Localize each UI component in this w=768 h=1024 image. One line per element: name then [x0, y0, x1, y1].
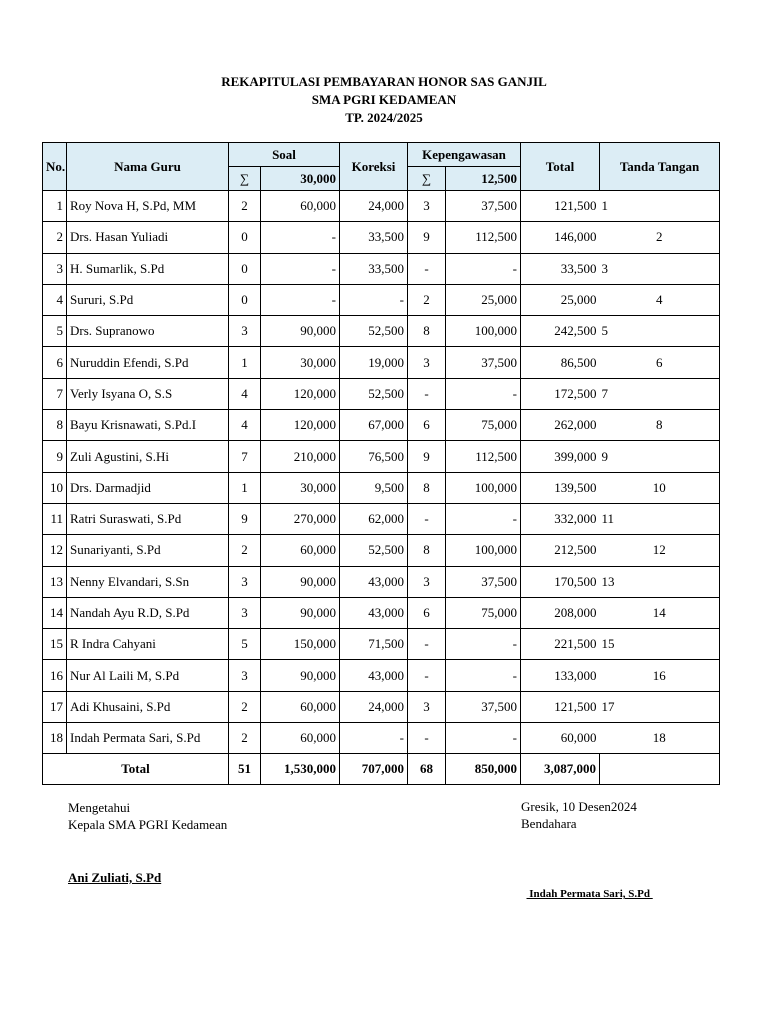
footer-right: [521, 798, 637, 832]
header-koreksi: Koreksi: [340, 143, 408, 191]
row-kep-count: 8: [408, 472, 446, 503]
row-nama-guru: Bayu Krisnawati, S.Pd.I: [67, 410, 229, 441]
row-no: 5: [43, 316, 67, 347]
row-soal-amount: -: [261, 222, 340, 253]
row-soal-count: 2: [229, 535, 261, 566]
row-total: 133,000: [521, 660, 600, 691]
row-kep-count: -: [408, 378, 446, 409]
row-tanda-tangan: 12: [600, 535, 720, 566]
totals-kep-amount: 850,000: [446, 754, 521, 785]
row-total: 332,000: [521, 503, 600, 534]
row-koreksi: 71,500: [340, 629, 408, 660]
header-total: Total: [521, 143, 600, 191]
row-kep-amount: 37,500: [446, 347, 521, 378]
row-no: 16: [43, 660, 67, 691]
row-koreksi: 76,500: [340, 441, 408, 472]
header-soal: Soal: [229, 143, 340, 167]
row-nama-guru: Ratri Suraswati, S.Pd: [67, 503, 229, 534]
row-tanda-tangan: 8: [600, 410, 720, 441]
header-kepengawasan: Kepengawasan: [408, 143, 521, 167]
row-koreksi: 43,000: [340, 597, 408, 628]
row-soal-amount: 90,000: [261, 597, 340, 628]
row-nama-guru: Adi Khusaini, S.Pd: [67, 691, 229, 722]
table-row: [43, 191, 720, 222]
row-kep-amount: -: [446, 660, 521, 691]
row-kep-count: 8: [408, 316, 446, 347]
row-soal-amount: 30,000: [261, 347, 340, 378]
row-no: 2: [43, 222, 67, 253]
row-kep-count: 6: [408, 597, 446, 628]
row-soal-count: 2: [229, 691, 261, 722]
row-tanda-tangan: 18: [600, 723, 720, 754]
row-kep-count: -: [408, 660, 446, 691]
row-total: 86,500: [521, 347, 600, 378]
row-soal-count: 0: [229, 253, 261, 284]
row-nama-guru: Sunariyanti, S.Pd: [67, 535, 229, 566]
row-tanda-tangan: 13: [600, 566, 720, 597]
row-soal-count: 5: [229, 629, 261, 660]
row-nama-guru: Zuli Agustini, S.Hi: [67, 441, 229, 472]
row-no: 17: [43, 691, 67, 722]
row-soal-count: 7: [229, 441, 261, 472]
row-koreksi: 24,000: [340, 191, 408, 222]
row-total: 33,500: [521, 253, 600, 284]
row-tanda-tangan: 6: [600, 347, 720, 378]
row-koreksi: 52,500: [340, 316, 408, 347]
row-soal-count: 4: [229, 410, 261, 441]
row-nama-guru: Sururi, S.Pd: [67, 284, 229, 315]
row-soal-amount: -: [261, 253, 340, 284]
row-soal-count: 1: [229, 472, 261, 503]
row-no: 15: [43, 629, 67, 660]
title-line-2: SMA PGRI KEDAMEAN: [311, 92, 457, 107]
table-row: [43, 472, 720, 503]
row-no: 11: [43, 503, 67, 534]
row-total: 170,500: [521, 566, 600, 597]
row-kep-amount: -: [446, 253, 521, 284]
row-total: 242,500: [521, 316, 600, 347]
row-kep-amount: -: [446, 723, 521, 754]
row-soal-amount: 30,000: [261, 472, 340, 503]
header-soal-rate: 30,000: [261, 167, 340, 191]
row-total: 399,000: [521, 441, 600, 472]
row-total: 262,000: [521, 410, 600, 441]
row-tanda-tangan: 2: [600, 222, 720, 253]
row-no: 12: [43, 535, 67, 566]
row-kep-count: 3: [408, 691, 446, 722]
row-nama-guru: Roy Nova H, S.Pd, MM: [67, 191, 229, 222]
footer-left: [68, 799, 227, 833]
footer-kepala-title: Kepala SMA PGRI Kedamean: [68, 817, 228, 832]
row-kep-count: -: [408, 723, 446, 754]
row-kep-amount: 37,500: [446, 691, 521, 722]
row-nama-guru: Verly Isyana O, S.S: [67, 378, 229, 409]
row-kep-count: -: [408, 253, 446, 284]
row-total: 172,500: [521, 378, 600, 409]
row-soal-count: 9: [229, 503, 261, 534]
row-kep-count: -: [408, 629, 446, 660]
row-kep-count: 9: [408, 441, 446, 472]
footer-left-name-wrap: [68, 869, 161, 886]
honor-table: [42, 142, 720, 785]
row-no: 1: [43, 191, 67, 222]
row-no: 3: [43, 253, 67, 284]
kepala-name: Ani Zuliati, S.Pd: [68, 870, 162, 885]
footer-mengetahui: Mengetahui: [68, 800, 131, 815]
row-no: 18: [43, 723, 67, 754]
row-no: 6: [43, 347, 67, 378]
row-tanda-tangan: 3: [600, 253, 720, 284]
row-soal-count: 2: [229, 723, 261, 754]
row-soal-amount: 150,000: [261, 629, 340, 660]
row-kep-count: 3: [408, 347, 446, 378]
row-tanda-tangan: 11: [600, 503, 720, 534]
row-soal-amount: 60,000: [261, 191, 340, 222]
row-no: 4: [43, 284, 67, 315]
row-nama-guru: H. Sumarlik, S.Pd: [67, 253, 229, 284]
header-soal-sigma: ∑: [229, 167, 261, 191]
row-kep-amount: 25,000: [446, 284, 521, 315]
row-kep-amount: 112,500: [446, 222, 521, 253]
row-kep-amount: 37,500: [446, 191, 521, 222]
row-total: 121,500: [521, 191, 600, 222]
table-row: [43, 691, 720, 722]
row-tanda-tangan: 1: [600, 191, 720, 222]
row-kep-amount: -: [446, 503, 521, 534]
header-nama-guru: Nama Guru: [67, 143, 229, 191]
table-row: [43, 441, 720, 472]
table-row: [43, 660, 720, 691]
row-kep-count: -: [408, 503, 446, 534]
table-row: [43, 723, 720, 754]
row-soal-amount: 90,000: [261, 316, 340, 347]
row-koreksi: 62,000: [340, 503, 408, 534]
row-soal-amount: -: [261, 284, 340, 315]
totals-signature: [600, 754, 720, 785]
row-kep-count: 6: [408, 410, 446, 441]
row-soal-count: 0: [229, 284, 261, 315]
row-total: 25,000: [521, 284, 600, 315]
row-koreksi: -: [340, 284, 408, 315]
totals-soal-count: 51: [229, 754, 261, 785]
row-koreksi: -: [340, 723, 408, 754]
table-row: [43, 410, 720, 441]
row-tanda-tangan: 5: [600, 316, 720, 347]
row-tanda-tangan: 10: [600, 472, 720, 503]
row-nama-guru: Indah Permata Sari, S.Pd: [67, 723, 229, 754]
header-tanda-tangan: Tanda Tangan: [600, 143, 720, 191]
row-soal-count: 3: [229, 660, 261, 691]
row-nama-guru: Nuruddin Efendi, S.Pd: [67, 347, 229, 378]
row-kep-amount: -: [446, 629, 521, 660]
row-soal-amount: 60,000: [261, 691, 340, 722]
bendahara-name: Indah Permata Sari, S.Pd: [526, 888, 653, 900]
table-row: [43, 347, 720, 378]
table-row: [43, 566, 720, 597]
row-koreksi: 43,000: [340, 660, 408, 691]
row-koreksi: 52,500: [340, 535, 408, 566]
row-no: 13: [43, 566, 67, 597]
row-soal-count: 3: [229, 597, 261, 628]
row-tanda-tangan: 15: [600, 629, 720, 660]
table-row: [43, 535, 720, 566]
table-row: [43, 316, 720, 347]
row-soal-amount: 60,000: [261, 535, 340, 566]
header-kep-rate: 12,500: [446, 167, 521, 191]
row-soal-count: 3: [229, 316, 261, 347]
row-soal-amount: 90,000: [261, 566, 340, 597]
row-total: 146,000: [521, 222, 600, 253]
row-soal-count: 1: [229, 347, 261, 378]
row-kep-count: 2: [408, 284, 446, 315]
footer-date: Gresik, 10 Desen2024: [521, 799, 637, 814]
table-row: [43, 597, 720, 628]
row-soal-amount: 120,000: [261, 410, 340, 441]
totals-koreksi: 707,000: [340, 754, 408, 785]
row-soal-count: 3: [229, 566, 261, 597]
row-tanda-tangan: 4: [600, 284, 720, 315]
row-soal-count: 4: [229, 378, 261, 409]
row-tanda-tangan: 14: [600, 597, 720, 628]
totals-total: 3,087,000: [521, 754, 600, 785]
totals-label: Total: [43, 754, 229, 785]
row-total: 221,500: [521, 629, 600, 660]
totals-row: [43, 754, 720, 785]
row-koreksi: 19,000: [340, 347, 408, 378]
row-soal-count: 0: [229, 222, 261, 253]
row-no: 10: [43, 472, 67, 503]
row-total: 60,000: [521, 723, 600, 754]
row-no: 7: [43, 378, 67, 409]
table-row: [43, 629, 720, 660]
row-soal-amount: 90,000: [261, 660, 340, 691]
row-tanda-tangan: 7: [600, 378, 720, 409]
table-row: [43, 253, 720, 284]
table-body: [43, 191, 720, 754]
footer-right-name-wrap: [521, 869, 653, 903]
row-total: 208,000: [521, 597, 600, 628]
row-nama-guru: Nur Al Laili M, S.Pd: [67, 660, 229, 691]
row-no: 9: [43, 441, 67, 472]
row-total: 121,500: [521, 691, 600, 722]
title-line-3: TP. 2024/2025: [345, 110, 423, 125]
row-tanda-tangan: 9: [600, 441, 720, 472]
row-no: 8: [43, 410, 67, 441]
row-nama-guru: R Indra Cahyani: [67, 629, 229, 660]
row-kep-amount: -: [446, 378, 521, 409]
row-nama-guru: Nenny Elvandari, S.Sn: [67, 566, 229, 597]
totals-kep-count: 68: [408, 754, 446, 785]
row-soal-amount: 120,000: [261, 378, 340, 409]
row-kep-amount: 112,500: [446, 441, 521, 472]
row-koreksi: 43,000: [340, 566, 408, 597]
row-no: 14: [43, 597, 67, 628]
row-soal-amount: 270,000: [261, 503, 340, 534]
row-kep-amount: 100,000: [446, 535, 521, 566]
row-total: 139,500: [521, 472, 600, 503]
row-total: 212,500: [521, 535, 600, 566]
table-row: [43, 222, 720, 253]
row-soal-amount: 60,000: [261, 723, 340, 754]
row-koreksi: 67,000: [340, 410, 408, 441]
row-koreksi: 33,500: [340, 253, 408, 284]
row-soal-amount: 210,000: [261, 441, 340, 472]
table-row: [43, 503, 720, 534]
row-nama-guru: Drs. Supranowo: [67, 316, 229, 347]
row-soal-count: 2: [229, 191, 261, 222]
row-koreksi: 24,000: [340, 691, 408, 722]
table-row: [43, 284, 720, 315]
footer-bendahara-title: Bendahara: [521, 816, 577, 831]
row-kep-count: 3: [408, 191, 446, 222]
row-kep-amount: 100,000: [446, 472, 521, 503]
row-kep-count: 8: [408, 535, 446, 566]
header-kep-sigma: ∑: [408, 167, 446, 191]
totals-soal-amount: 1,530,000: [261, 754, 340, 785]
row-kep-amount: 100,000: [446, 316, 521, 347]
row-kep-amount: 75,000: [446, 410, 521, 441]
row-koreksi: 33,500: [340, 222, 408, 253]
row-tanda-tangan: 17: [600, 691, 720, 722]
document-title: [0, 73, 768, 127]
row-nama-guru: Drs. Darmadjid: [67, 472, 229, 503]
row-kep-amount: 75,000: [446, 597, 521, 628]
header-no: No.: [43, 143, 67, 191]
row-koreksi: 9,500: [340, 472, 408, 503]
table-row: [43, 378, 720, 409]
row-nama-guru: Drs. Hasan Yuliadi: [67, 222, 229, 253]
row-kep-count: 9: [408, 222, 446, 253]
row-kep-amount: 37,500: [446, 566, 521, 597]
row-tanda-tangan: 16: [600, 660, 720, 691]
row-nama-guru: Nandah Ayu R.D, S.Pd: [67, 597, 229, 628]
title-line-1: REKAPITULASI PEMBAYARAN HONOR SAS GANJIL: [221, 74, 547, 89]
row-koreksi: 52,500: [340, 378, 408, 409]
row-kep-count: 3: [408, 566, 446, 597]
